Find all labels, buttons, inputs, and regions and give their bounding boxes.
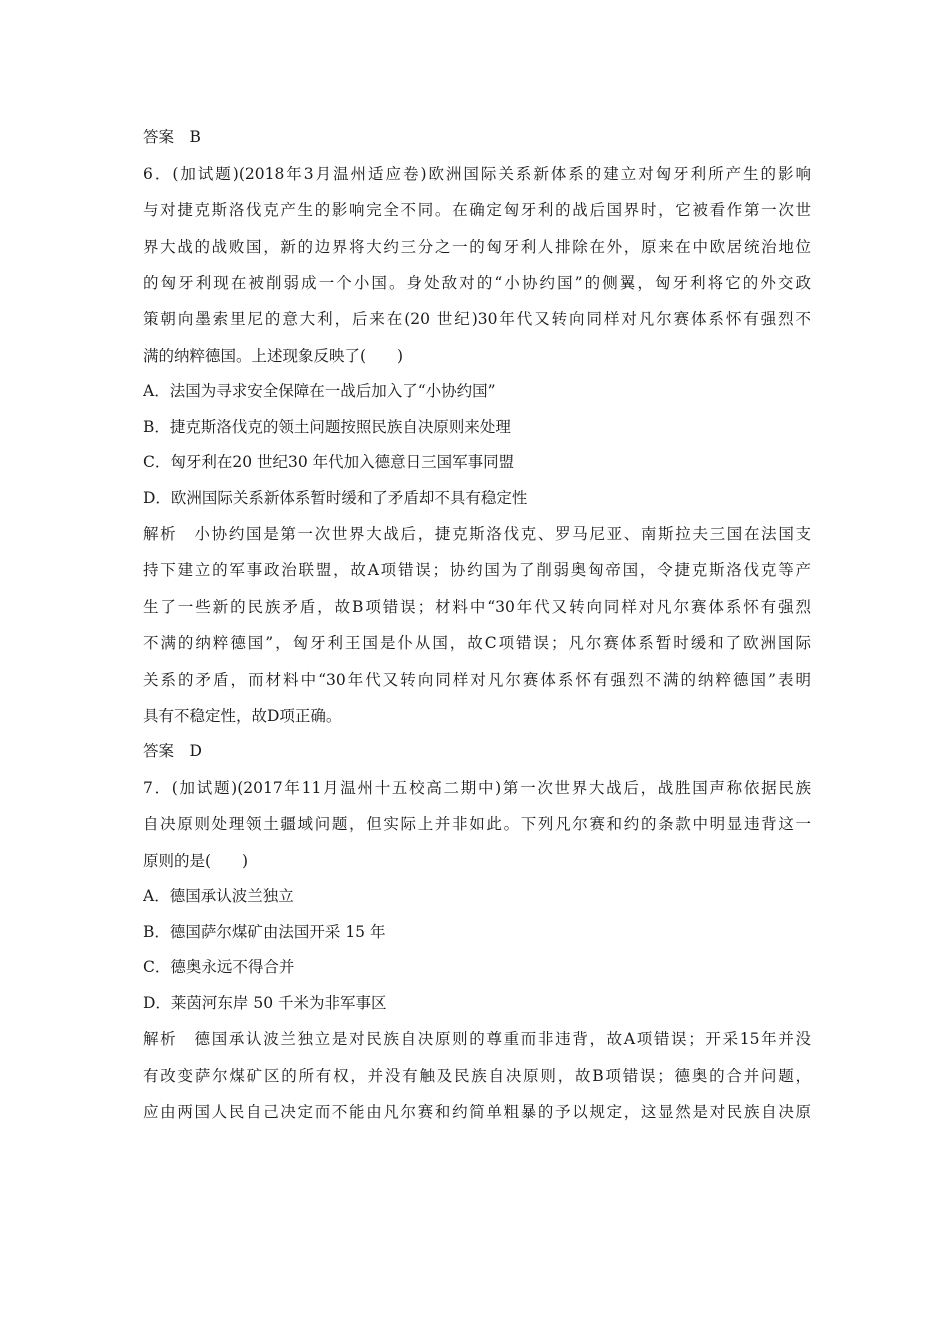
explanation-6-line: 生了一些新的民族矛盾，故B项错误；材料中“30年代又转向同样对凡尔赛体系怀有强烈	[143, 598, 811, 616]
option-a: A．法国为寻求安全保障在一战后加入了“小协约国”	[143, 382, 496, 400]
question-6-line: 6．(加试题)(2018年3月温州适应卷)欧洲国际关系新体系的建立对匈牙利所产生的影响	[143, 165, 811, 183]
question-6-line: 满的纳粹德国。上述现象反映了( )	[143, 347, 404, 365]
question-6-line: 界大战的战败国，新的边界将大约三分之一的匈牙利人排除在外，原来在中欧居统治地位	[143, 238, 811, 256]
answer-line: 答案 B	[143, 128, 201, 146]
explanation-6-line: 不满的纳粹德国”，匈牙利王国是仆从国，故C项错误；凡尔赛体系暂时缓和了欧洲国际	[143, 634, 811, 652]
option-b: B．捷克斯洛伐克的领土问题按照民族自决原则来处理	[143, 418, 511, 436]
question-6-line: 策朝向墨索里尼的意大利，后来在(20 世纪)30年代又转向同样对凡尔赛体系怀有强烈不	[143, 310, 811, 328]
option-d: D．欧洲国际关系新体系暂时缓和了矛盾却不具有稳定性	[143, 489, 528, 507]
explanation-6-line: 关系的矛盾，而材料中“30年代又转向同样对凡尔赛体系怀有强烈不满的纳粹德国”表明	[143, 671, 811, 689]
explanation-7-line: 应由两国人民自己决定而不能由凡尔赛和约简单粗暴的予以规定，这显然是对民族自决原	[143, 1103, 811, 1121]
explanation-6-line: 解析 小协约国是第一次世界大战后，捷克斯洛伐克、罗马尼亚、南斯拉夫三国在法国支	[143, 525, 811, 543]
explanation-7-line: 解析 德国承认波兰独立是对民族自决原则的尊重而非违背，故A项错误；开采15年并没	[143, 1030, 811, 1048]
option-c: C．匈牙利在20 世纪30 年代加入德意日三国军事同盟	[143, 453, 515, 471]
question-7-line: 原则的是( )	[143, 852, 249, 870]
question-7-line: 自决原则处理领土疆域问题，但实际上并非如此。下列凡尔赛和约的条款中明显违背这一	[143, 815, 811, 833]
option-a: A．德国承认波兰独立	[143, 887, 294, 905]
answer-line: 答案 D	[143, 742, 202, 760]
option-d: D．莱茵河东岸 50 千米为非军事区	[143, 994, 387, 1012]
explanation-6-line: 持下建立的军事政治联盟，故A项错误；协约国为了削弱奥匈帝国，令捷克斯洛伐克等产	[143, 561, 811, 579]
explanation-7-line: 有改变萨尔煤矿区的所有权，并没有触及民族自决原则，故B项错误；德奥的合并问题，	[143, 1067, 811, 1085]
question-6-line: 的匈牙利现在被削弱成一个小国。身处敌对的“小协约国”的侧翼，匈牙利将它的外交政	[143, 274, 811, 292]
option-b: B．德国萨尔煤矿由法国开采 15 年	[143, 923, 386, 941]
option-c: C．德奥永远不得合并	[143, 958, 295, 976]
question-6-line: 与对捷克斯洛伐克产生的影响完全不同。在确定匈牙利的战后国界时，它被看作第一次世	[143, 201, 811, 219]
explanation-6-line: 具有不稳定性，故D项正确。	[143, 707, 342, 725]
question-7-line: 7．(加试题)(2017年11月温州十五校高二期中)第一次世界大战后，战胜国声称依据民族	[143, 779, 811, 797]
